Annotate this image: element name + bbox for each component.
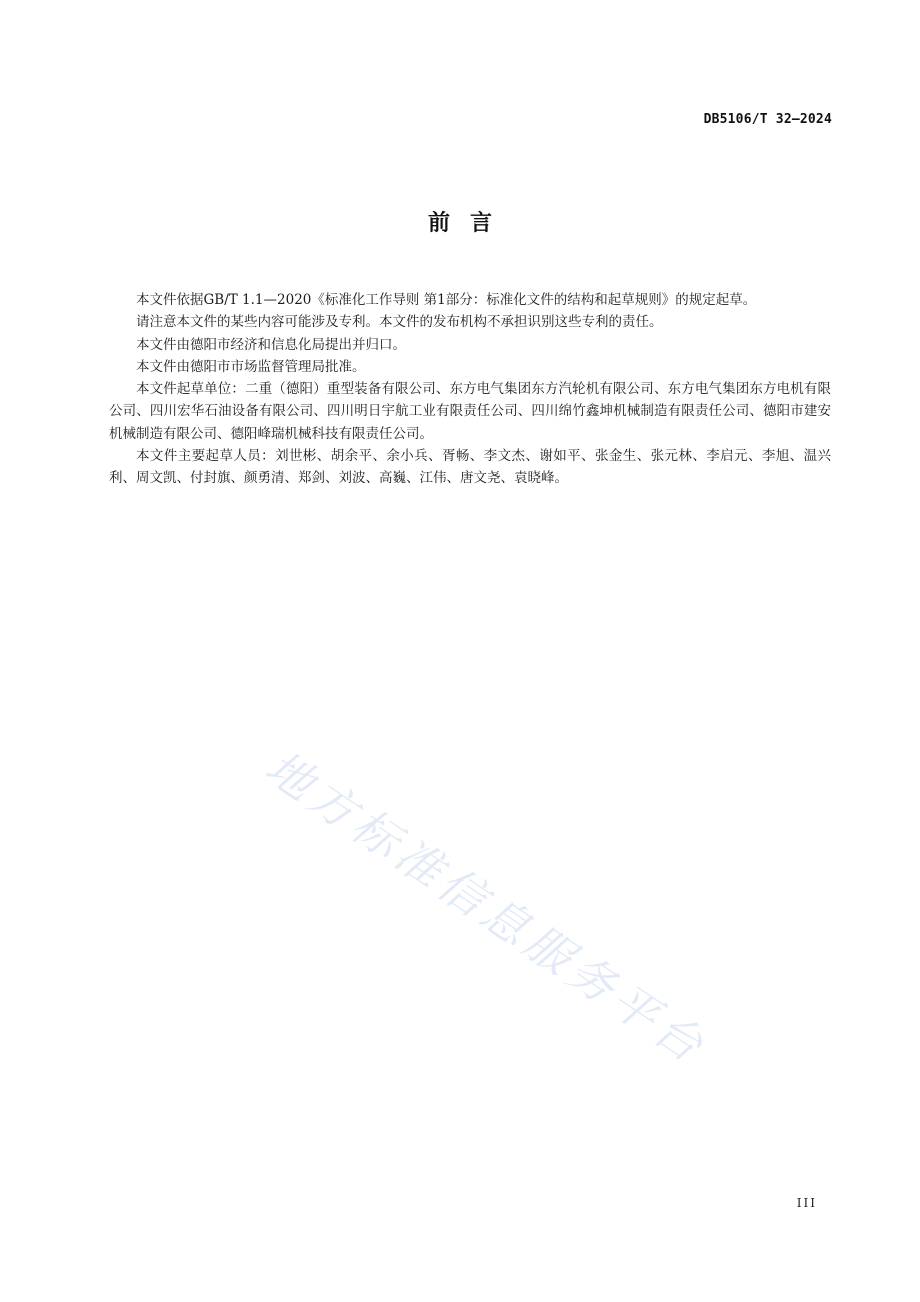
watermark-text: 地方标准信息服务平台	[255, 739, 717, 1076]
paragraph-drafters: 本文件主要起草人员：刘世彬、胡余平、余小兵、胥畅、李文杰、谢如平、张金生、张元林、李启元、李旭、温兴利、周文凯、付封旗、颜勇清、郑剑、刘波、高巍、江伟、唐文尧、袁晓峰。	[109, 448, 831, 487]
paragraph-approver: 本文件由德阳市市场监督管理局批准。	[136, 358, 366, 375]
paragraph-proposer: 本文件由德阳市经济和信息化局提出并归口。	[136, 336, 406, 353]
paragraph-drafting-basis: 本文件依据GB/T 1.1—2020《标准化工作导则 第1部分：标准化文件的结构和起草规则》的规定起草。	[136, 292, 757, 308]
page-number: III	[796, 1196, 817, 1210]
document-body	[109, 289, 831, 490]
paragraph-drafting-units: 本文件起草单位：二重（德阳）重型装备有限公司、东方电气集团东方汽轮机有限公司、东方电气集团东方电机有限公司、四川宏华石油设备有限公司、四川明日宇航工业有限责任公司、四川绵竹鑫坤机械制造有限责任公司、德阳市建安机械制造有限公司、德阳峰瑞机械科技有限责任公司。	[109, 381, 831, 442]
document-code: DB5106/T 32—2024	[703, 112, 832, 127]
paragraph-patent-notice: 请注意本文件的某些内容可能涉及专利。本文件的发布机构不承担识别这些专利的责任。	[136, 314, 663, 331]
page-title: 前言	[427, 211, 512, 236]
